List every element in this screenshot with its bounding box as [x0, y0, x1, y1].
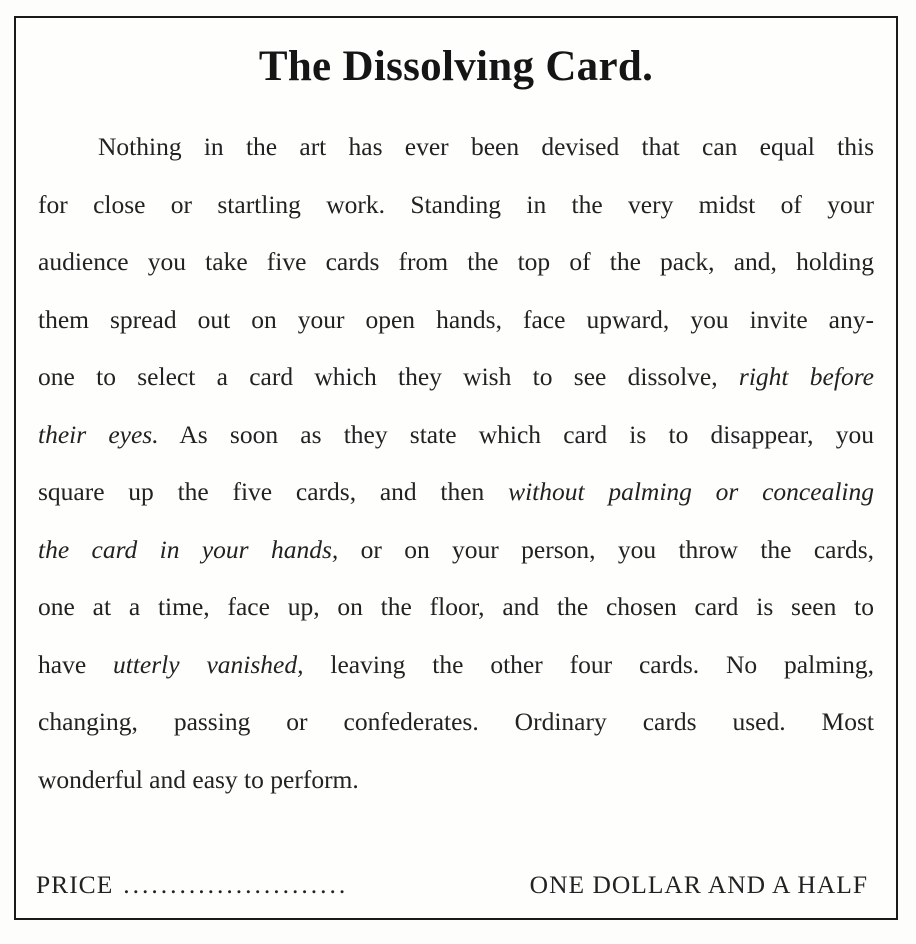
text-run: or on your person, you throw the cards, — [338, 534, 874, 564]
text-run: Nothing in the art has ever been devised that can equal this — [98, 132, 874, 161]
italic-text: utterly vanished, — [113, 649, 304, 679]
paragraph-line — [38, 521, 874, 579]
text-run: one to select a card which they wish to see dissolve, — [38, 362, 739, 391]
text-run: them spread out on your open hands, face upward, you invite any- — [38, 304, 874, 334]
text-run: changing, passing or confederates. Ordinary cards used. Most — [38, 707, 874, 736]
paragraph-line — [38, 751, 874, 809]
paragraph-line — [38, 233, 874, 291]
text-run: square up the five cards, and then — [38, 477, 509, 506]
paragraph-line — [38, 636, 874, 694]
price-label: PRICE — [36, 870, 114, 899]
text-run: for close or startling work. Standing in the very midst of your — [38, 189, 874, 219]
description-paragraph — [38, 118, 874, 808]
advertisement-frame — [14, 16, 898, 920]
italic-text: the card in your hands, — [38, 534, 339, 564]
text-run: wonderful and easy to perform. — [38, 764, 359, 794]
page-title: The Dissolving Card. — [258, 43, 654, 90]
paragraph-line — [38, 463, 874, 521]
paragraph-line — [38, 348, 874, 406]
text-run: have — [38, 649, 114, 679]
paragraph-line — [38, 406, 874, 464]
price-value: ONE DOLLAR AND A HALF — [529, 870, 868, 899]
text-run: leaving the other four cards. No palming, — [303, 649, 874, 679]
text-run: audience you take five cards from the top of the pack, and, holding — [38, 247, 874, 276]
price-leader-dots: ........................ — [123, 870, 349, 899]
paragraph-line — [38, 693, 874, 751]
price-row — [36, 870, 868, 900]
italic-text: right before — [738, 362, 874, 391]
italic-text: their eyes. — [38, 419, 159, 449]
paragraph-line — [38, 578, 874, 636]
italic-text: without palming or concealing — [508, 477, 874, 506]
text-run: one at a time, face up, on the floor, and the chosen card is seen to — [38, 592, 874, 621]
text-run: As soon as they state which card is to disappear, you — [158, 419, 874, 449]
paragraph-line — [38, 291, 874, 349]
paragraph-line — [38, 176, 874, 234]
paragraph-line — [38, 118, 874, 176]
